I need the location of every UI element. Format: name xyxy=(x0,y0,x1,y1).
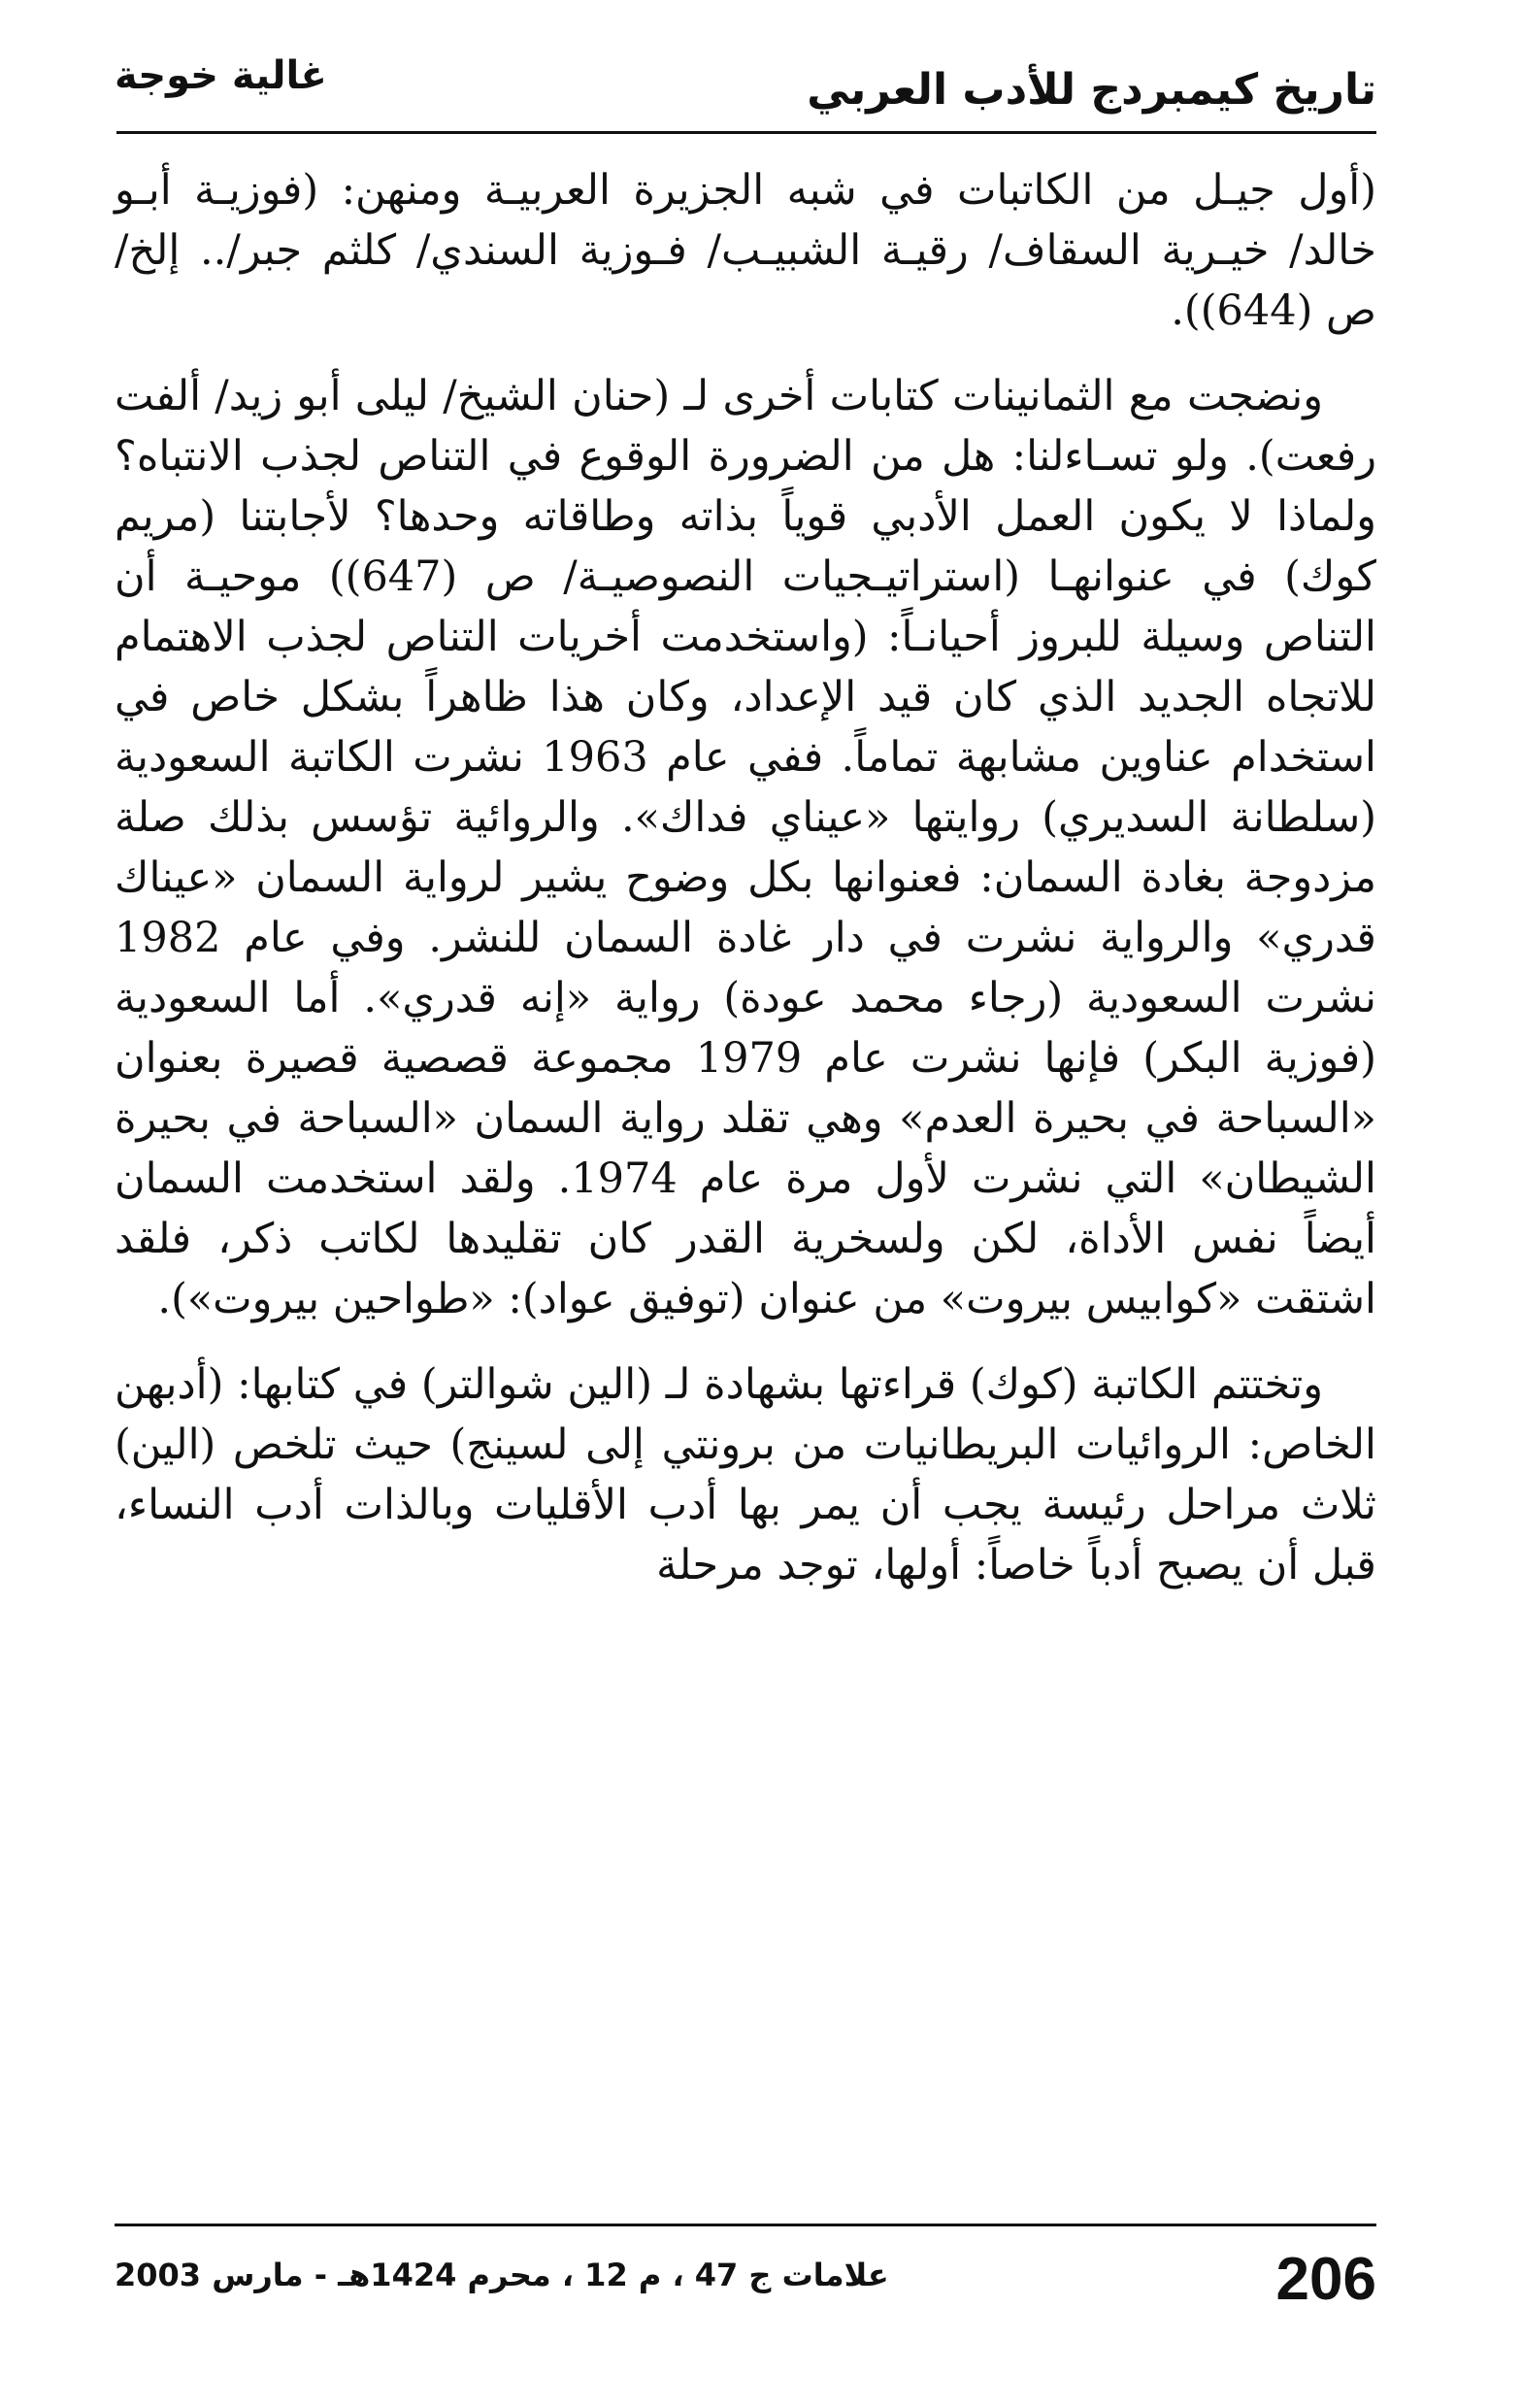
page-number: 206 xyxy=(1275,2246,1376,2313)
author-name: غالية خوجة xyxy=(115,53,327,98)
running-header xyxy=(115,53,1376,131)
running-footer xyxy=(115,2245,1376,2323)
paragraph: (أول جيـل من الكاتبات في شبه الجزيرة العربيـة ومنهن: (فوزيـة أبـو خالد/ خيـرية السقاف/ رقيـة الشبيـب/ فـوزية السندي/ كلثم جبر/.. إلخ/ ص (644)). xyxy=(115,166,1376,335)
book-title: تاريخ كيمبردج للأدب العربي xyxy=(807,65,1376,115)
paragraph: ونضجت مع الثمانينات كتابات أخرى لـ (حنان الشيخ/ ليلى أبو زيد/ ألفت رفعت). ولو تسـاءلنا: هل من الضرورة الوقوع في التناص لجذب الانتباه؟ ولماذا لا يكون العمل الأدبي قوياً بذاته وطاقاته وحدها؟ لأجابتنا (مريم كوك) في عنوانهـا (استراتيـجيات النصوصيـة/ ص (647)) موحيـة أن التناص وسيلة للبروز أحيانـاً: (واستخدمت أخريات التناص لجذب الاهتمام للاتجاه الجديد الذي كان قيد الإعداد، وكان هذا ظاهراً بشكل خاص في استخدام عناوين مشابهة تماماً. ففي عام 1963 نشرت الكاتبة السعودية (سلطانة السديري) روايتها «عيناي فداك». والروائية تؤسس بذلك صلة مزدوجة بغادة السمان: فعنوانها بكل وضوح يشير لرواية السمان «عيناك قدري» والرواية نشرت في دار غادة السمان للنشر. وفي عام 1982 نشرت السعودية (رجاء محمد عودة) رواية «إنه قدري». أما السعودية (فوزية البكر) فإنها نشرت عام 1979 مجموعة قصصية قصيرة بعنوان «السباحة في بحيرة العدم» وهي تقلد رواية السمان «السباحة في بحيرة الشيطان» التي نشرت لأول مرة عام 1974. ولقد استخدمت السمان أيضاً نفس الأداة، لكن ولسخرية القدر كان تقليدها لكاتب ذكر، فلقد اشتقت «كوابيس بيروت» من عنوان (توفيق عواد): «طواحين بيروت»). xyxy=(115,372,1377,1323)
header-rule xyxy=(116,131,1376,134)
journal-citation: علامات ج 47 ، م 12 ، محرم 1424هـ - مارس 2003 xyxy=(115,2257,889,2293)
paragraph: وتختتم الكاتبة (كوك) قراءتها بشهادة لـ (الين شوالتر) في كتابها: (أدبهن الخاص: الروائيات البريطانيات من برونتي إلى لسينج) حيث تلخص (الين) ثلاث مراحل رئيسة يجب أن يمر بها أدب الأقليات وبالذات أدب النساء، قبل أن يصبح أدباً خاصاً: أولها، توجد مرحلة xyxy=(115,1360,1376,1589)
footer-rule xyxy=(115,2224,1376,2226)
body-text xyxy=(115,160,1376,2165)
